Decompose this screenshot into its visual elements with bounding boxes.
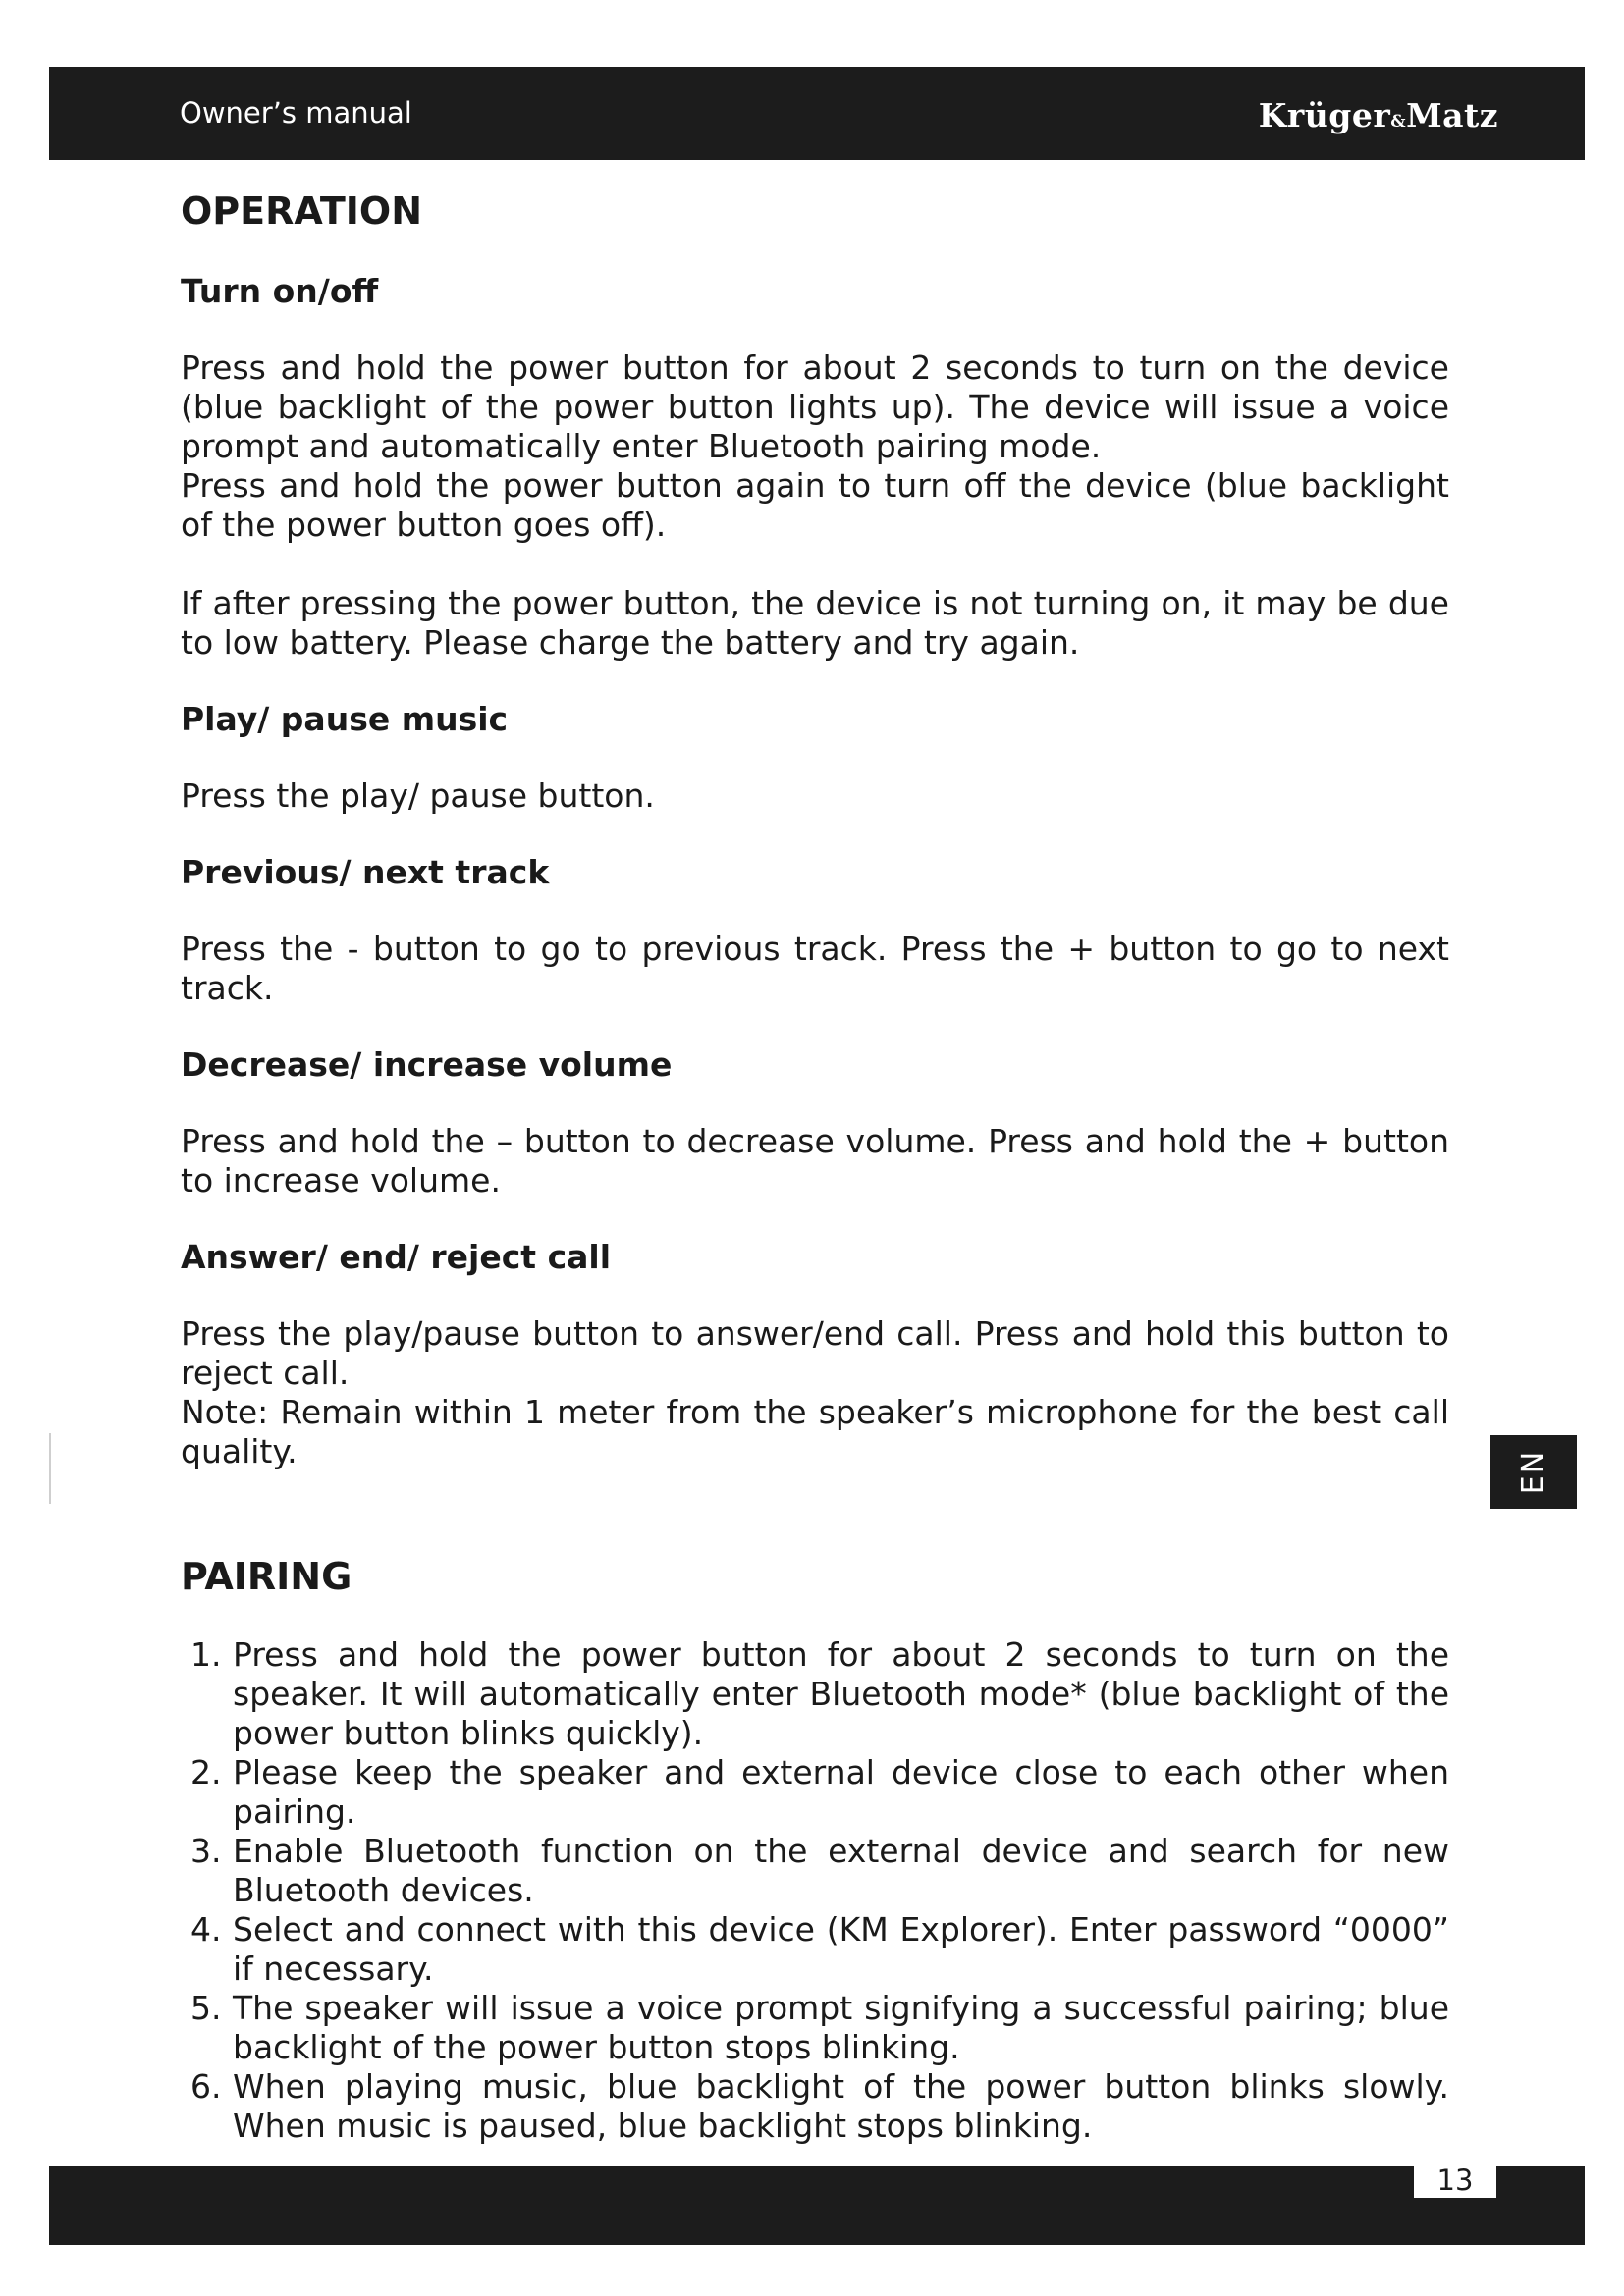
prev-next-title: Previous/ next track bbox=[181, 853, 550, 891]
page-footer bbox=[49, 2166, 1585, 2245]
language-tab bbox=[1490, 1435, 1577, 1509]
brand-ampersand: & bbox=[1390, 112, 1407, 132]
turn-on-paragraph: Press and hold the power button for about 2 seconds to turn on the device (blue backlight of the power button lights up). The device will issue a voice prompt and automatically enter Bluetooth pairing mode. bbox=[181, 348, 1449, 465]
step-number: 4. bbox=[190, 1910, 222, 1949]
play-pause-paragraph: Press the play/ pause button. bbox=[181, 776, 655, 815]
volume-paragraph: Press and hold the – button to decrease volume. Press and hold the + button to increase volume. bbox=[181, 1122, 1449, 1200]
pairing-step bbox=[181, 2067, 1449, 2146]
page-number: 13 bbox=[1414, 2163, 1496, 2198]
volume-title: Decrease/ increase volume bbox=[181, 1045, 673, 1084]
step-number: 1. bbox=[190, 1635, 222, 1674]
step-number: 3. bbox=[190, 1832, 222, 1870]
page-header bbox=[49, 67, 1585, 160]
pairing-step bbox=[181, 1635, 1449, 1753]
prev-next-paragraph: Press the - button to go to previous track. Press the + button to go to next track. bbox=[181, 930, 1449, 1007]
pairing-step bbox=[181, 1753, 1449, 1832]
step-text: Enable Bluetooth function on the external device and search for new Bluetooth devices. bbox=[233, 1832, 1449, 1909]
header-title: Owner’s manual bbox=[180, 96, 412, 130]
step-text: The speaker will issue a voice prompt signifying a successful pairing; blue backlight of the power button stops blinking. bbox=[233, 1989, 1449, 2066]
pairing-step bbox=[181, 1910, 1449, 1989]
step-number: 5. bbox=[190, 1989, 222, 2027]
left-margin-rule bbox=[49, 1433, 51, 1504]
brand-name-right: Matz bbox=[1406, 96, 1498, 134]
step-text: Press and hold the power button for about 2 seconds to turn on the speaker. It will automatically enter Bluetooth mode* (blue backlight of the power button blinks quickly). bbox=[233, 1635, 1449, 1752]
step-text: When playing music, blue backlight of the power button blinks slowly. When music is paused, blue backlight stops blinking. bbox=[233, 2067, 1449, 2145]
pairing-step bbox=[181, 1989, 1449, 2067]
language-label: EN bbox=[1516, 1449, 1551, 1495]
play-pause-title: Play/ pause music bbox=[181, 700, 509, 738]
brand-name-left: Krüger bbox=[1258, 96, 1391, 134]
page-content bbox=[181, 185, 1449, 2146]
step-number: 2. bbox=[190, 1753, 222, 1791]
step-text: Please keep the speaker and external device close to each other when pairing. bbox=[233, 1753, 1449, 1831]
operation-heading: OPERATION bbox=[181, 189, 422, 233]
call-title: Answer/ end/ reject call bbox=[181, 1238, 612, 1276]
step-number: 6. bbox=[190, 2067, 222, 2106]
pairing-steps-list bbox=[181, 1635, 1449, 2146]
step-text: Select and connect with this device (KM Explorer). Enter password “0000” if necessary. bbox=[233, 1910, 1449, 1988]
call-note-paragraph: Note: Remain within 1 meter from the speaker’s microphone for the best call quality. bbox=[181, 1393, 1449, 1470]
pairing-step bbox=[181, 1832, 1449, 1910]
turn-off-paragraph: Press and hold the power button again to turn off the device (blue backlight of the power button goes off). bbox=[181, 466, 1449, 544]
low-battery-paragraph: If after pressing the power button, the device is not turning on, it may be due to low battery. Please charge the battery and try again. bbox=[181, 584, 1449, 662]
turn-on-off-title: Turn on/off bbox=[181, 272, 379, 310]
brand-logo bbox=[1259, 96, 1498, 134]
pairing-heading: PAIRING bbox=[181, 1555, 352, 1598]
call-paragraph: Press the play/pause button to answer/end call. Press and hold this button to reject call. bbox=[181, 1314, 1449, 1392]
